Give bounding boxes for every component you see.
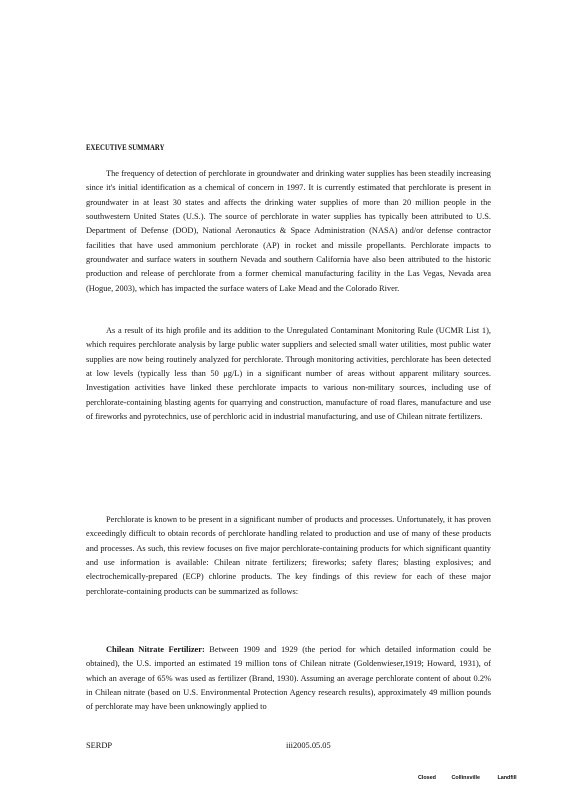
paragraph-perchlorate-products: Perchlorate is known to be present in a significant number of products and processes. Unfortunately, it has proven exceedingly difficult to obtain records of perchlorate handling related to production and use of many of these products and processes. As such, this review focuses on five major perchlorate-containing products for which significant quantity and use information is available: Chilean nitrate fertilizers; fireworks; safety flares; blasting explosives; and electrochemically-prepared (ECP) chlorine products. The key findings of this review for each of these major perchlorate-containing products can be summarized as follows: bbox=[86, 515, 491, 596]
sheet-tabs bbox=[418, 775, 517, 781]
footer-page-number-date: iii2005.05.05 bbox=[286, 741, 331, 750]
tab-closed[interactable]: Closed bbox=[418, 775, 436, 781]
section-heading: EXECUTIVE SUMMARY bbox=[86, 143, 165, 152]
tab-landfill[interactable]: Landfill bbox=[497, 775, 517, 781]
paragraph-chilean-nitrate bbox=[86, 643, 491, 715]
paragraph-lead-label: Chilean Nitrate Fertilizer: bbox=[106, 645, 205, 654]
paragraph-frequency-of-detection: The frequency of detection of perchlorate in groundwater and drinking water supplies has been steadily increasing since it's initial identification as a chemical of concern in 1997. It is currently estimated that perchlorate is present in groundwater in at least 30 states and affects the drinking water supplies of more than 20 million people in the southwestern United States (U.S.). The source of perchlorate in water supplies has typically been attributed to U.S. Department of Defense (DOD), National Aeronautics & Space Administration (NASA) and/or defense contractor facilities that have used ammonium perchlorate (AP) in rocket and missile propellants. Perchlorate impacts to groundwater and surface waters in southern Nevada and southern California have also been attributed to the historic production and release of perchlorate from a former chemical manufacturing facility in the Las Vegas, Nevada area (Hogue, 2003), which has impacted the surface waters of Lake Mead and the Colorado River. bbox=[86, 169, 491, 293]
paragraph-body: Between 1909 and 1929 (the period for which detailed information could be obtained), the U.S. imported an estimated 19 million tons of Chilean nitrate (Goldenwieser,1919; Howard, 1931), of which an average of 65% was used as fertilizer (Brand, 1930). Assuming an average perchlorate content of about 0.2% in Chilean nitrate (based on U.S. Environmental Protection Agency research results), approximately 49 million pounds of perchlorate may have been unknowingly applied to bbox=[86, 645, 491, 712]
paragraph-ucmr-monitoring: As a result of its high profile and its addition to the Unregulated Contaminant Monitoring Rule (UCMR List 1), which requires perchlorate analysis by large public water suppliers and selected small water utilities, most public water supplies are now being routinely analyzed for perchlorate. Through monitoring activities, perchlorate has been detected at low levels (typically less than 50 μg/L) in a significant number of areas without apparent military sources. Investigation activities have linked these perchlorate impacts to various non-military sources, including use of perchlorate-containing blasting agents for quarrying and construction, manufacture of road flares, manufacture and use of fireworks and pyrotechnics, use of perchloric acid in industrial manufacturing, and use of Chilean nitrate fertilizers. bbox=[86, 326, 491, 422]
footer-organization: SERDP bbox=[86, 741, 113, 750]
tab-collinsville[interactable]: Collinsville bbox=[451, 775, 480, 781]
